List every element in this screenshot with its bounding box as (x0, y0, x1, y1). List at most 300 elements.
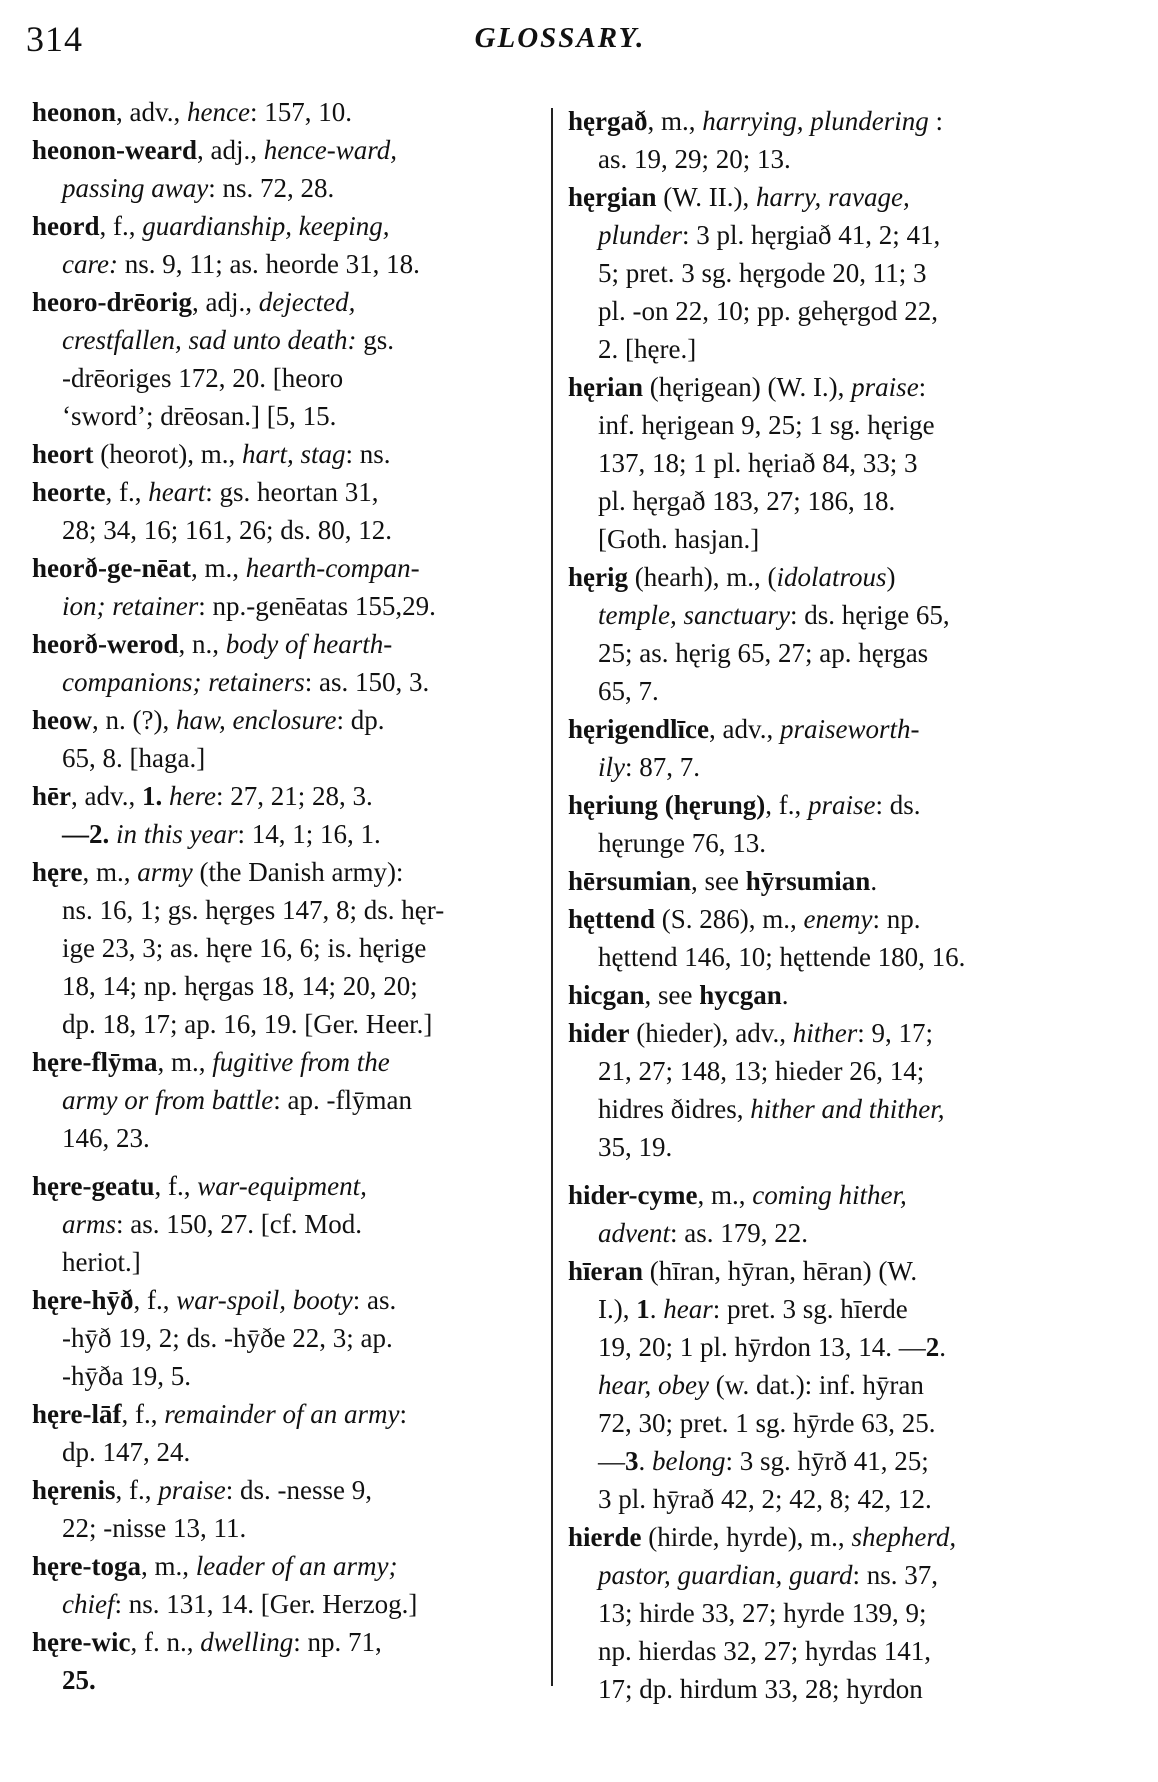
reference-text: 35, 19. (598, 1132, 673, 1162)
reference-text: heriot.] (62, 1247, 141, 1277)
reference-text: , m., (140, 1551, 196, 1581)
reference-text (162, 781, 169, 811)
reference-text: : np.-genēatas 155,29. (198, 591, 436, 621)
glossary-entry (32, 1043, 546, 1157)
definition-text: harrying, plundering (702, 106, 929, 136)
glossary-entry (568, 102, 1085, 178)
glossary-entry (568, 786, 1085, 862)
reference-text: : as. 179, 22. (669, 1218, 808, 1248)
definition-text: praise (808, 790, 876, 820)
entry-continuation-line (62, 1081, 546, 1119)
reference-text: 5; pret. 3 sg. hęrgode 20, 11; 3 (598, 258, 927, 288)
entry-headline (32, 549, 546, 587)
reference-text: , n. (?), (92, 705, 176, 735)
entry-continuation-line (62, 1119, 546, 1157)
headword-text: hierde (568, 1522, 642, 1552)
headword-text: hīeran (568, 1256, 644, 1286)
definition-text: here (168, 781, 216, 811)
definition-text: in this year (116, 819, 238, 849)
reference-text: 18, 14; np. hęrgas 18, 14; 20, 20; (62, 971, 418, 1001)
entry-continuation-line (598, 596, 1085, 634)
entry-headline (568, 900, 1085, 938)
reference-text: , f. n., (130, 1627, 201, 1657)
entry-headline (32, 1623, 546, 1661)
reference-text: 146, 23. (62, 1123, 150, 1153)
definition-text: pastor, guardian, guard (598, 1560, 853, 1590)
definition-text: dejected, (258, 287, 356, 317)
reference-text: . (870, 866, 878, 896)
entry-continuation-line (62, 1357, 546, 1395)
entry-continuation-line (598, 1290, 1085, 1328)
entry-continuation-line (62, 587, 546, 625)
reference-text: (hieder), adv., (629, 1018, 793, 1048)
glossary-entry (32, 473, 546, 549)
headword-text: heonon (32, 97, 117, 127)
reference-text: , m., (157, 1047, 213, 1077)
reference-text: 137, 18; 1 pl. hęriað 84, 33; 3 (598, 448, 918, 478)
reference-text: : 14, 1; 16, 1. (237, 819, 381, 849)
entry-continuation-line (598, 672, 1085, 710)
reference-text: : 87, 7. (625, 752, 701, 782)
entry-headline (32, 283, 546, 321)
reference-text: gs. (356, 325, 394, 355)
definition-text: dwelling (200, 1627, 294, 1657)
headword-text: heow (32, 705, 92, 735)
reference-text: : pret. 3 sg. hīerde (712, 1294, 908, 1324)
definition-text: temple, sanctuary (598, 600, 790, 630)
reference-text: , m., (82, 857, 138, 887)
definition-text: chief (62, 1589, 115, 1619)
glossary-entry (32, 1547, 546, 1623)
entry-headline (568, 976, 1085, 1014)
glossary-entry (32, 1471, 546, 1547)
headword-text: 1. (141, 781, 163, 811)
entry-continuation-line (62, 1005, 546, 1043)
glossary-entry (568, 1176, 1085, 1252)
definition-text: praiseworth- (779, 714, 920, 744)
definition-text: army (137, 857, 193, 887)
entry-continuation-line (598, 824, 1085, 862)
entry-continuation-line (62, 245, 546, 283)
entry-continuation-line (598, 1556, 1085, 1594)
definition-text: army or from battle (62, 1085, 274, 1115)
glossary-entry (568, 558, 1085, 710)
headword-text: hęre-toga (32, 1551, 141, 1581)
entry-continuation-line (62, 1433, 546, 1471)
reference-text: 2. [hęre.] (598, 334, 697, 364)
definition-text: advent (598, 1218, 670, 1248)
definition-text: haw, enclosure (175, 705, 337, 735)
headword-text: hęre-lāf (32, 1399, 122, 1429)
headword-text: heord (32, 211, 100, 241)
definition-text: ion; retainer (62, 591, 199, 621)
reference-text: (hirde, hyrde), m., (641, 1522, 852, 1552)
definition-text: hart, stag (241, 439, 346, 469)
reference-text: , f., (115, 1475, 159, 1505)
headword-text: hęre-geatu (32, 1171, 155, 1201)
definition-text: coming hither, (752, 1180, 907, 1210)
reference-text: (hearh), m., ( (628, 562, 777, 592)
reference-text: (hīran, hȳran, hēran) (W. (643, 1256, 918, 1286)
glossary-entry (568, 862, 1085, 900)
reference-text: pl. hęrgað 183, 27; 186, 18. (598, 486, 896, 516)
headword-text: hęrian (568, 372, 644, 402)
reference-text: , f., (154, 1171, 198, 1201)
reference-text (109, 819, 116, 849)
definition-text: enemy (803, 904, 873, 934)
reference-text: , m., (190, 553, 246, 583)
headword-text: hęttend (568, 904, 655, 934)
running-title: GLOSSARY. (474, 22, 646, 54)
entry-continuation-line (62, 891, 546, 929)
glossary-entry (32, 853, 546, 1043)
entry-continuation-line (62, 929, 546, 967)
definition-text: hence (187, 97, 250, 127)
definition-text: ily (598, 752, 625, 782)
reference-text: (w. dat.): inf. hȳran (708, 1370, 924, 1400)
entry-headline (32, 1281, 546, 1319)
glossary-entry (568, 1014, 1085, 1166)
reference-text: , m., (647, 106, 703, 136)
reference-text: : ap. -flȳman (273, 1085, 412, 1115)
reference-text: (the Danish army): (192, 857, 404, 887)
entry-continuation-line (598, 1670, 1085, 1708)
entry-continuation-line (62, 815, 546, 853)
reference-text: dp. 147, 24. (62, 1437, 191, 1467)
reference-text: : ds. -nesse 9, (225, 1475, 372, 1505)
reference-text: as. 19, 29; 20; 13. (598, 144, 791, 174)
entry-headline (568, 862, 1085, 900)
reference-text: : 157, 10. (249, 97, 352, 127)
reference-text: : 3 pl. hęrgiað 41, 2; 41, (682, 220, 941, 250)
headword-text: 25. (62, 1665, 96, 1695)
reference-text: pl. -on 22, 10; pp. gehęrgod 22, (598, 296, 938, 326)
headword-text: heort (32, 439, 94, 469)
glossary-entry (32, 1167, 546, 1281)
entry-headline (32, 1471, 546, 1509)
definition-text: hearth-compan- (245, 553, 420, 583)
definition-text: idolatrous (776, 562, 887, 592)
reference-text: . (649, 1294, 664, 1324)
reference-text: (hęrigean) (W. I.), (643, 372, 852, 402)
entry-headline (32, 131, 546, 169)
headword-text: hęre (32, 857, 83, 887)
reference-text: 19, 20; 1 pl. hȳrdon 13, 14. — (598, 1332, 926, 1362)
reference-text: , m., (697, 1180, 753, 1210)
glossary-entry (568, 368, 1085, 558)
reference-text: : (928, 106, 944, 136)
headword-text: hērsumian (568, 866, 692, 896)
definition-text: fugitive from the (212, 1047, 390, 1077)
reference-text: 17; dp. hirdum 33, 28; hyrdon (598, 1674, 923, 1704)
glossary-entry (32, 131, 546, 207)
entry-continuation-line (598, 1090, 1085, 1128)
headword-text: heorð-werod (32, 629, 179, 659)
entry-headline (32, 1043, 546, 1081)
entry-continuation-line (62, 511, 546, 549)
glossary-entry (568, 178, 1085, 368)
reference-text: ns. 16, 1; gs. hęrges 147, 8; ds. hęr- (62, 895, 445, 925)
reference-text: , see (691, 866, 746, 896)
reference-text: : 9, 17; (857, 1018, 933, 1048)
glossary-entry (32, 435, 546, 473)
entry-continuation-line (62, 1319, 546, 1357)
entry-continuation-line (62, 359, 546, 397)
reference-text: 13; hirde 33, 27; hyrde 139, 9; (598, 1598, 927, 1628)
column-divider (551, 108, 553, 1686)
definition-text: leader of an army; (195, 1551, 398, 1581)
reference-text: , adj., (191, 287, 259, 317)
glossary-entry (32, 1395, 546, 1471)
glossary-entry (568, 1518, 1085, 1708)
headword-text: hęriung (hęrung) (568, 790, 766, 820)
entry-continuation-line (598, 140, 1085, 178)
entry-headline (32, 853, 546, 891)
entry-headline (32, 1547, 546, 1585)
reference-text: hęrunge 76, 13. (598, 828, 766, 858)
reference-text: -hȳð 19, 2; ds. -hȳðe 22, 3; ap. (62, 1323, 393, 1353)
definition-text: arms (62, 1209, 117, 1239)
reference-text: , adv., (708, 714, 780, 744)
entry-headline (568, 1252, 1085, 1290)
reference-text: , f., (105, 477, 149, 507)
definition-text: plunder (598, 220, 682, 250)
reference-text: 22; -nisse 13, 11. (62, 1513, 247, 1543)
definition-text: hear, obey (598, 1370, 709, 1400)
definition-text: hence-ward, (263, 135, 397, 165)
reference-text: , see (644, 980, 700, 1010)
entry-continuation-line (62, 1661, 546, 1699)
entry-continuation-line (598, 1442, 1085, 1480)
entry-continuation-line (598, 292, 1085, 330)
reference-text: -hȳða 19, 5. (62, 1361, 191, 1391)
entry-headline (568, 1176, 1085, 1214)
headword-text: 2 (925, 1332, 940, 1362)
entry-headline (32, 625, 546, 663)
entry-continuation-line (598, 1128, 1085, 1166)
glossary-column-right (568, 102, 1085, 1708)
reference-text: : 27, 21; 28, 3. (215, 781, 373, 811)
reference-text: (W. II.), (656, 182, 756, 212)
reference-text: : ns. (345, 439, 391, 469)
headword-text: hęre-wic (32, 1627, 131, 1657)
reference-text: : ns. 131, 14. [Ger. Herzog.] (114, 1589, 418, 1619)
glossary-entry (32, 207, 546, 283)
definition-text: war-equipment, (197, 1171, 367, 1201)
entry-continuation-line (598, 216, 1085, 254)
headword-text: hȳrsumian (745, 866, 871, 896)
headword-text: hycgan (699, 980, 782, 1010)
entry-continuation-line (62, 663, 546, 701)
entry-continuation-line (598, 520, 1085, 558)
entry-continuation-line (598, 482, 1085, 520)
reference-text: : ds. hęrige 65, (789, 600, 950, 630)
reference-text: : dp. (336, 705, 385, 735)
entry-headline (568, 710, 1085, 748)
headword-text: 3 (625, 1446, 639, 1476)
reference-text: 28; 34, 16; 161, 26; ds. 80, 12. (62, 515, 393, 545)
entry-headline (568, 1518, 1085, 1556)
page-number: 314 (26, 19, 83, 59)
reference-text: ige 23, 3; as. hęre 16, 6; is. hęrige (62, 933, 427, 963)
entry-continuation-line (62, 321, 546, 359)
entry-continuation-line (62, 397, 546, 435)
headword-text: hicgan (568, 980, 645, 1010)
reference-text: , adv., (70, 781, 142, 811)
reference-text: 3 pl. hȳrað 42, 2; 42, 8; 42, 12. (598, 1484, 932, 1514)
definition-text: body of hearth- (225, 629, 393, 659)
reference-text: — (598, 1446, 625, 1476)
entry-continuation-line (598, 254, 1085, 292)
definition-text: companions; retainers (62, 667, 305, 697)
headword-text: —2. (62, 819, 110, 849)
reference-text: , f., (121, 1399, 165, 1429)
entry-headline (568, 1014, 1085, 1052)
reference-text: hęttend 146, 10; hęttende 180, 16. (598, 942, 966, 972)
reference-text: : (918, 372, 927, 402)
entry-continuation-line (598, 938, 1085, 976)
reference-text: I.), (598, 1294, 637, 1324)
headword-text: hider (568, 1018, 630, 1048)
entry-continuation-line (62, 1205, 546, 1243)
glossary-entry (568, 1252, 1085, 1518)
reference-text: , adj., (197, 135, 264, 165)
headword-text: heorte (32, 477, 106, 507)
reference-text: np. hierdas 32, 27; hyrdas 141, (598, 1636, 931, 1666)
entry-continuation-line (62, 1509, 546, 1547)
reference-text: 65, 7. (598, 676, 659, 706)
entry-continuation-line (62, 1243, 546, 1281)
reference-text: ns. 9, 11; as. heorde 31, 18. (117, 249, 420, 279)
headword-text: heorð-ge-nēat (32, 553, 191, 583)
headword-text: hęrigendlīce (568, 714, 709, 744)
reference-text: hidres ðidres, (598, 1094, 751, 1124)
glossary-entry (568, 710, 1085, 786)
reference-text: : np. (872, 904, 921, 934)
reference-text: : ds. (875, 790, 921, 820)
entry-continuation-line (62, 967, 546, 1005)
entry-headline (32, 473, 546, 511)
reference-text: , f., (133, 1285, 177, 1315)
entry-continuation-line (598, 1214, 1085, 1252)
reference-text: 72, 30; pret. 1 sg. hȳrde 63, 25. (598, 1408, 936, 1438)
definition-text: shepherd, (851, 1522, 957, 1552)
definition-text: hither (792, 1018, 858, 1048)
entry-continuation-line (62, 739, 546, 777)
reference-text: [Goth. hasjan.] (598, 524, 760, 554)
entry-continuation-line (598, 406, 1085, 444)
headword-text: hider-cyme (568, 1180, 698, 1210)
reference-text: : as. 150, 27. [cf. Mod. (116, 1209, 362, 1239)
definition-text: praise (158, 1475, 226, 1505)
glossary-entry (32, 701, 546, 777)
definition-text: belong (652, 1446, 726, 1476)
definition-text: guardianship, keeping, (142, 211, 390, 241)
glossary-entry (32, 777, 546, 853)
reference-text: . (781, 980, 789, 1010)
headword-text: hęrig (568, 562, 628, 592)
headword-text: hęre-flȳma (32, 1047, 158, 1077)
definition-text: harry, ravage, (756, 182, 910, 212)
entry-continuation-line (598, 1366, 1085, 1404)
reference-text: -drēoriges 172, 20. [heoro (62, 363, 344, 393)
entry-headline (568, 102, 1085, 140)
headword-text: hęrgian (568, 182, 657, 212)
definition-text: hear (663, 1294, 713, 1324)
reference-text: 25; as. hęrig 65, 27; ap. hęrgas (598, 638, 929, 668)
entry-headline (32, 777, 546, 815)
reference-text: . (939, 1332, 946, 1362)
entry-continuation-line (598, 634, 1085, 672)
headword-text: heonon-weard (32, 135, 198, 165)
entry-headline (568, 558, 1085, 596)
headword-text: 1 (636, 1294, 650, 1324)
entry-continuation-line (598, 444, 1085, 482)
reference-text: : ns. 72, 28. (208, 173, 335, 203)
definition-text: praise (851, 372, 919, 402)
entry-continuation-line (598, 1404, 1085, 1442)
entry-headline (32, 93, 546, 131)
entry-headline (32, 207, 546, 245)
reference-text: ‘sword’; drēosan.] [5, 15. (62, 401, 337, 431)
entry-continuation-line (598, 330, 1085, 368)
definition-text: hither and thither, (750, 1094, 945, 1124)
reference-text: ) (886, 562, 896, 592)
reference-text: : as. (352, 1285, 397, 1315)
headword-text: hęre-hȳð (32, 1285, 134, 1315)
entry-headline (568, 368, 1085, 406)
reference-text: : ns. 37, (852, 1560, 939, 1590)
reference-text: . (638, 1446, 652, 1476)
definition-text: crestfallen, sad unto death: (62, 325, 357, 355)
reference-text: : np. 71, (293, 1627, 382, 1657)
reference-text: inf. hęrigean 9, 25; 1 sg. hęrige (598, 410, 935, 440)
glossary-entry (568, 976, 1085, 1014)
glossary-entry (32, 283, 546, 435)
glossary-entry (32, 93, 546, 131)
reference-text: : (399, 1399, 407, 1429)
glossary-entry (568, 900, 1085, 976)
reference-text: 21, 27; 148, 13; hieder 26, 14; (598, 1056, 925, 1086)
glossary-entry (32, 1281, 546, 1395)
entry-continuation-line (598, 1052, 1085, 1090)
entry-headline (32, 435, 546, 473)
reference-text: (heorot), m., (93, 439, 242, 469)
glossary-entry (32, 1623, 546, 1699)
glossary-entry (32, 549, 546, 625)
entry-headline (32, 1167, 546, 1205)
reference-text: (S. 286), m., (655, 904, 804, 934)
entry-headline (568, 178, 1085, 216)
reference-text: : 3 sg. hȳrð 41, 25; (725, 1446, 929, 1476)
reference-text: , f., (765, 790, 809, 820)
reference-text: , n., (178, 629, 226, 659)
entry-headline (32, 1395, 546, 1433)
headword-text: hēr (32, 781, 71, 811)
reference-text: dp. 18, 17; ap. 16, 19. [Ger. Heer.] (62, 1009, 433, 1039)
headword-text: hęrgað (568, 106, 648, 136)
reference-text: : as. 150, 3. (304, 667, 430, 697)
entry-headline (568, 786, 1085, 824)
entry-continuation-line (62, 169, 546, 207)
reference-text: : gs. heortan 31, (205, 477, 379, 507)
entry-continuation-line (598, 1632, 1085, 1670)
entry-continuation-line (598, 1594, 1085, 1632)
entry-continuation-line (62, 1585, 546, 1623)
definition-text: care: (62, 249, 118, 279)
entry-continuation-line (598, 748, 1085, 786)
definition-text: war-spoil, booty (176, 1285, 353, 1315)
